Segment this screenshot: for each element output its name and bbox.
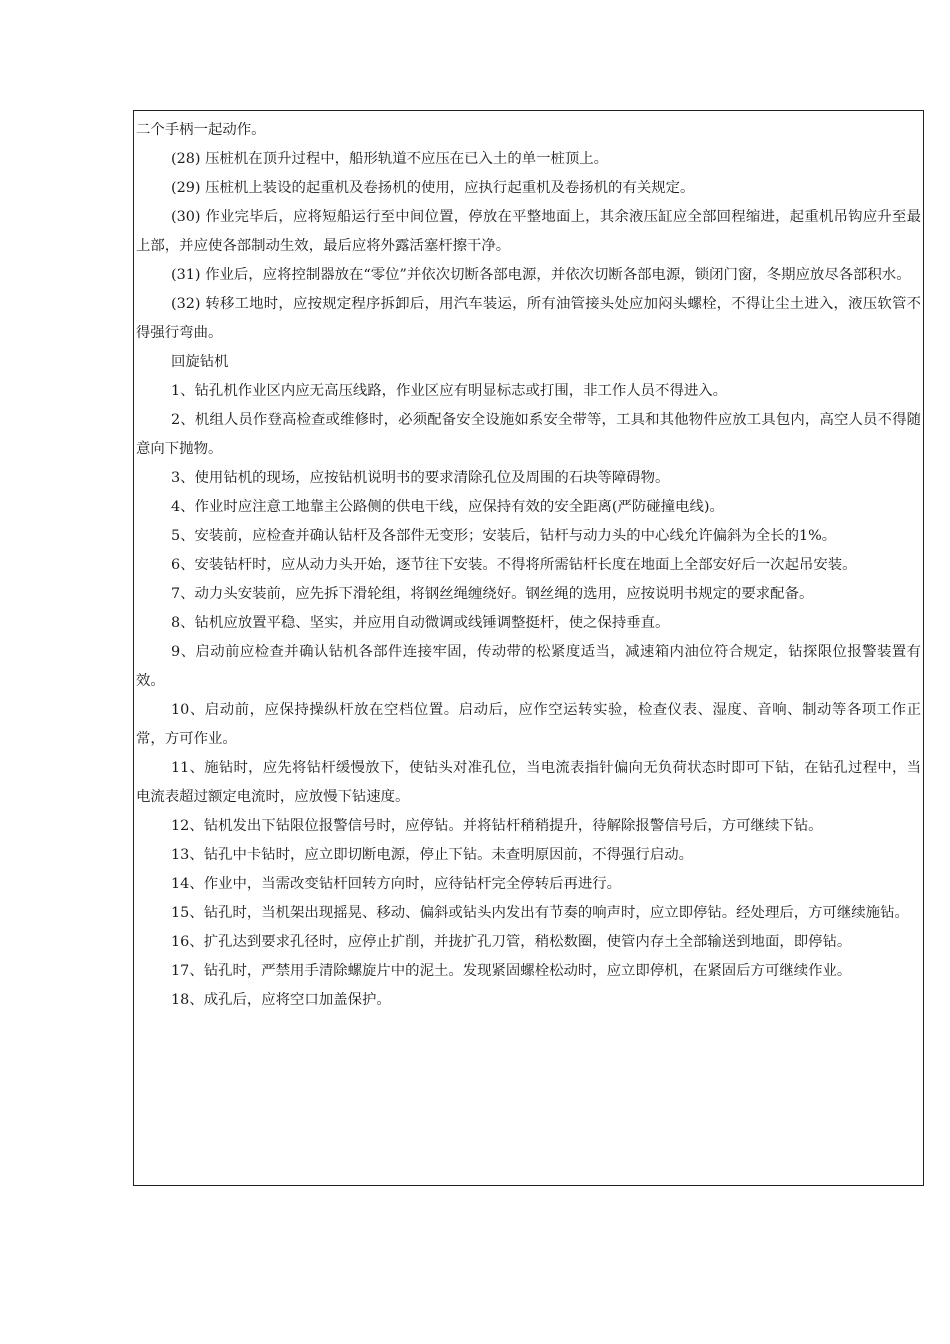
paragraph: 15、钻孔时，当机架出现摇晃、移动、偏斜或钻头内发出有节奏的响声时，应立即停钻。经处理后，方可继续施钻。 [171, 905, 909, 921]
paragraph: 9、启动前应检查并确认钻机各部件连接牢固，传动带的松紧度适当，减速箱内油位符合规定，钻探限位报警装置有效。 [136, 644, 921, 689]
paragraph: 6、安装钻杆时，应从动力头开始，逐节往下安装。不得将所需钻杆长度在地面上全部安好后一次起吊安装。 [171, 557, 857, 573]
paragraph: 7、动力头安装前，应先拆下滑轮组，将钢丝绳缠绕好。钢丝绳的选用，应按说明书规定的要求配备。 [171, 586, 814, 602]
section-heading: 回旋钻机 [171, 354, 229, 370]
paragraph: 1、钻孔机作业区内应无高压线路，作业区应有明显标志或打围，非工作人员不得进入。 [171, 383, 728, 399]
paragraph: 二个手柄一起动作。 [136, 122, 266, 138]
document-frame [133, 110, 924, 1186]
paragraph: 4、作业时应注意工地靠主公路侧的供电干线，应保持有效的安全距离(严防碰撞电线)。 [171, 499, 724, 515]
paragraph: 13、钻孔中卡钻时，应立即切断电源，停止下钻。未查明原因前，不得强行启动。 [171, 847, 693, 863]
document-body [136, 116, 921, 1015]
paragraph: (29) 压桩机上装设的起重机及卷扬机的使用，应执行起重机及卷扬机的有关规定。 [171, 180, 695, 196]
paragraph: 3、使用钻机的现场，应按钻机说明书的要求清除孔位及周围的石块等障碍物。 [171, 470, 670, 486]
paragraph: (32) 转移工地时，应按规定程序拆卸后，用汽车装运，所有油管接头处应加闷头螺栓，不得让尘土进入，液压软管不得强行弯曲。 [136, 296, 921, 341]
paragraph: (28) 压桩机在顶升过程中，船形轨道不应压在已入土的单一桩顶上。 [171, 151, 609, 167]
paragraph: (31) 作业后，应将控制器放在“零位”并依次切断各部电源，并依次切断各部电源，锁闭门窗，冬期应放尽各部积水。 [171, 267, 911, 283]
paragraph: 14、作业中，当需改变钻杆回转方向时，应待钻杆完全停转后再进行。 [171, 876, 622, 892]
paragraph: 11、施钻时，应先将钻杆缓慢放下，使钻头对准孔位，当电流表指针偏向无负荷状态时即可下钻，在钻孔过程中，当电流表超过额定电流时，应放慢下钻速度。 [136, 760, 921, 805]
paragraph: 17、钻孔时，严禁用手清除螺旋片中的泥土。发现紧固螺栓松动时，应立即停机，在紧固后方可继续作业。 [171, 963, 852, 979]
paragraph: 10、启动前，应保持操纵杆放在空档位置。启动后，应作空运转实验，检查仪表、湿度、音响、制动等各项工作正常，方可作业。 [136, 702, 921, 747]
paragraph: 5、安装前，应检查并确认钻杆及各部件无变形；安装后，钻杆与动力头的中心线允许偏斜为全长的1%。 [171, 528, 837, 544]
paragraph: (30) 作业完毕后，应将短船运行至中间位置，停放在平整地面上，其余液压缸应全部回程缩进，起重机吊钩应升至最上部，并应使各部制动生效，最后应将外露活塞杆擦干净。 [136, 209, 921, 254]
paragraph: 12、钻机发出下钻限位报警信号时，应停钻。并将钻杆稍稍提升，待解除报警信号后，方可继续下钻。 [171, 818, 823, 834]
paragraph: 18、成孔后，应将空口加盖保护。 [171, 992, 391, 1008]
paragraph: 8、钻机应放置平稳、坚实，并应用自动微调或线锤调整挺杆，使之保持垂直。 [171, 615, 670, 631]
paragraph: 16、扩孔达到要求孔径时，应停止扩削，并拢扩孔刀管，稍松数圈，使管内存土全部输送到地面，即停钻。 [171, 934, 852, 950]
paragraph: 2、机组人员作登高检查或维修时，必须配备安全设施如系安全带等，工具和其他物件应放工具包内，高空人员不得随意向下抛物。 [136, 412, 921, 457]
